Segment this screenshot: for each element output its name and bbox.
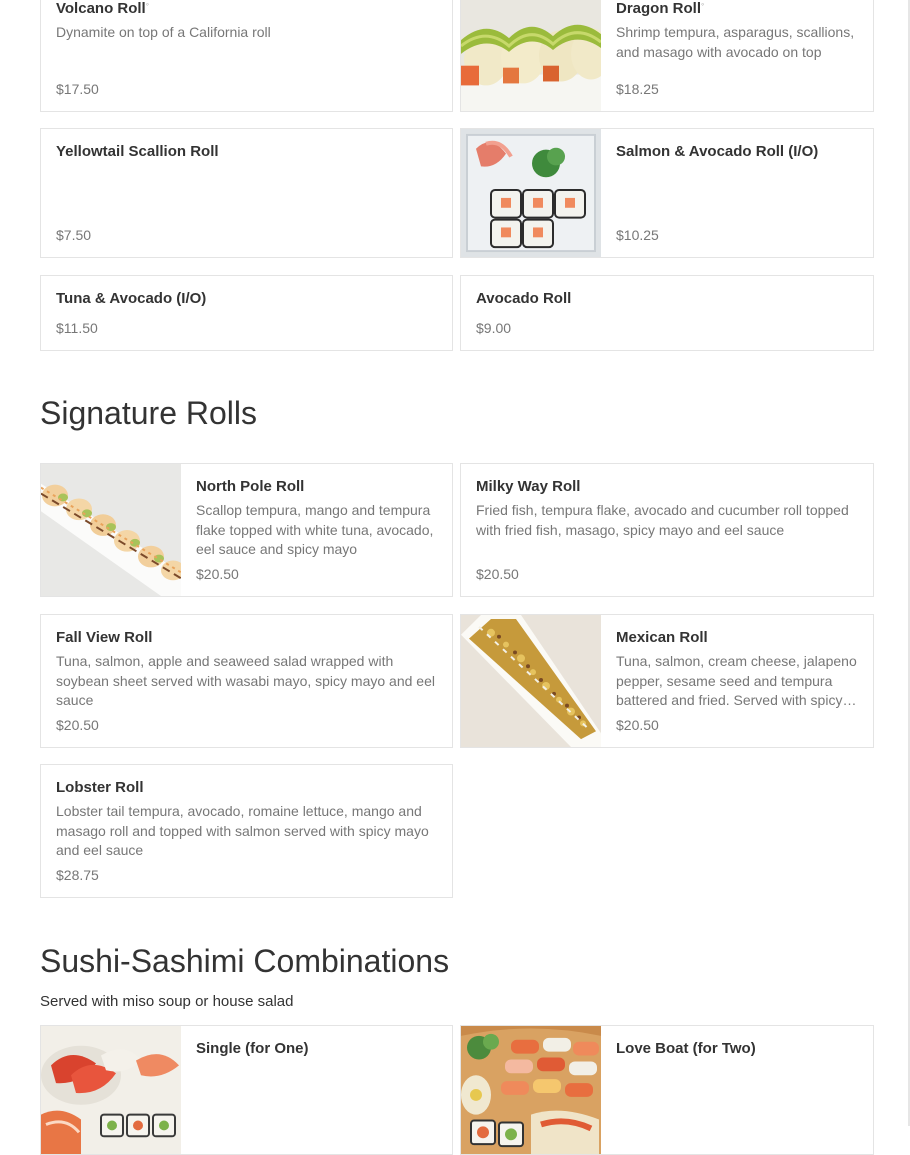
menu-item-salmon-avocado-roll[interactable] (460, 128, 874, 258)
menu-item-tuna-avocado[interactable] (40, 275, 453, 351)
mexican-roll-photo (461, 615, 601, 747)
single-combo-photo (41, 1026, 181, 1154)
item-title: Volcano Roll◦ (56, 0, 149, 17)
flag-icon: ◦ (145, 0, 149, 9)
menu-item-love-boat[interactable] (460, 1025, 874, 1155)
love-boat-photo (461, 1026, 601, 1154)
menu-item-north-pole-roll[interactable] (40, 463, 453, 597)
item-description: Dynamite on top of a California roll (56, 24, 271, 40)
item-title: Yellowtail Scallion Roll (56, 143, 219, 160)
item-price: $20.50 (616, 717, 659, 733)
item-title: North Pole Roll (196, 478, 305, 495)
section-heading-signature-rolls: Signature Rolls (40, 395, 257, 431)
item-description: Lobster tail tempura, avocado, romaine lettuce, mango and masago roll and topped with salmon served with spicy mayo and eel sauce (56, 803, 429, 858)
item-price: $7.50 (56, 227, 92, 243)
item-description: Scallop tempura, mango and tempura flake topped with white tuna, avocado, eel sauce and spicy mayo (196, 502, 434, 557)
menu-item-fall-view-roll[interactable] (40, 614, 453, 748)
menu-item-volcano-roll[interactable] (40, 0, 453, 112)
item-description: Tuna, salmon, cream cheese, jalapeno pepper, sesame seed and tempura battered and fried. Served with spicy (616, 653, 857, 708)
section-heading-combinations: Sushi-Sashimi Combinations (40, 943, 450, 979)
item-title: Mexican Roll (616, 629, 708, 646)
menu-item-yellowtail-scallion-roll[interactable] (40, 128, 453, 258)
item-price: $9.00 (476, 320, 512, 336)
north-pole-photo (41, 464, 181, 596)
item-price: $17.50 (56, 81, 99, 97)
item-title: Lobster Roll (56, 779, 144, 796)
menu-item-mexican-roll[interactable] (460, 614, 874, 748)
item-price: $10.25 (616, 227, 659, 243)
flag-icon: ◦ (701, 0, 705, 9)
item-title: Fall View Roll (56, 629, 153, 646)
item-description: Shrimp tempura, asparagus, scallions, and masago with avocado on top (616, 24, 855, 60)
item-price: $20.50 (476, 566, 519, 582)
menu-item-avocado-roll[interactable] (460, 275, 874, 351)
menu-item-dragon-roll[interactable] (460, 0, 874, 112)
item-description: Tuna, salmon, apple and seaweed salad wrapped with soybean sheet served with wasabi mayo, spicy mayo and eel sauce (56, 653, 435, 708)
section-subtitle: Served with miso soup or house salad (40, 993, 294, 1010)
item-title: Salmon & Avocado Roll (I/O) (616, 143, 819, 160)
item-title: Single (for One) (196, 1040, 309, 1057)
menu-item-milky-way-roll[interactable] (460, 463, 874, 597)
item-title: Milky Way Roll (476, 478, 581, 495)
item-price: $11.50 (56, 320, 98, 336)
item-title: Love Boat (for Two) (616, 1040, 756, 1057)
salmon-avocado-photo (461, 129, 601, 257)
item-price: $20.50 (196, 566, 239, 582)
item-title: Dragon Roll◦ (616, 0, 705, 17)
item-title: Tuna & Avocado (I/O) (56, 290, 207, 307)
menu-item-lobster-roll[interactable] (40, 764, 453, 898)
item-description: Fried fish, tempura flake, avocado and cucumber roll topped with fried fish, masago, spicy mayo and eel sauce (476, 502, 849, 538)
menu-item-single-combo[interactable] (40, 1025, 453, 1155)
item-price: $28.75 (56, 867, 99, 883)
item-price: $18.25 (616, 81, 659, 97)
item-price: $20.50 (56, 717, 99, 733)
dragon-roll-photo (461, 0, 601, 111)
item-title: Avocado Roll (476, 290, 572, 307)
